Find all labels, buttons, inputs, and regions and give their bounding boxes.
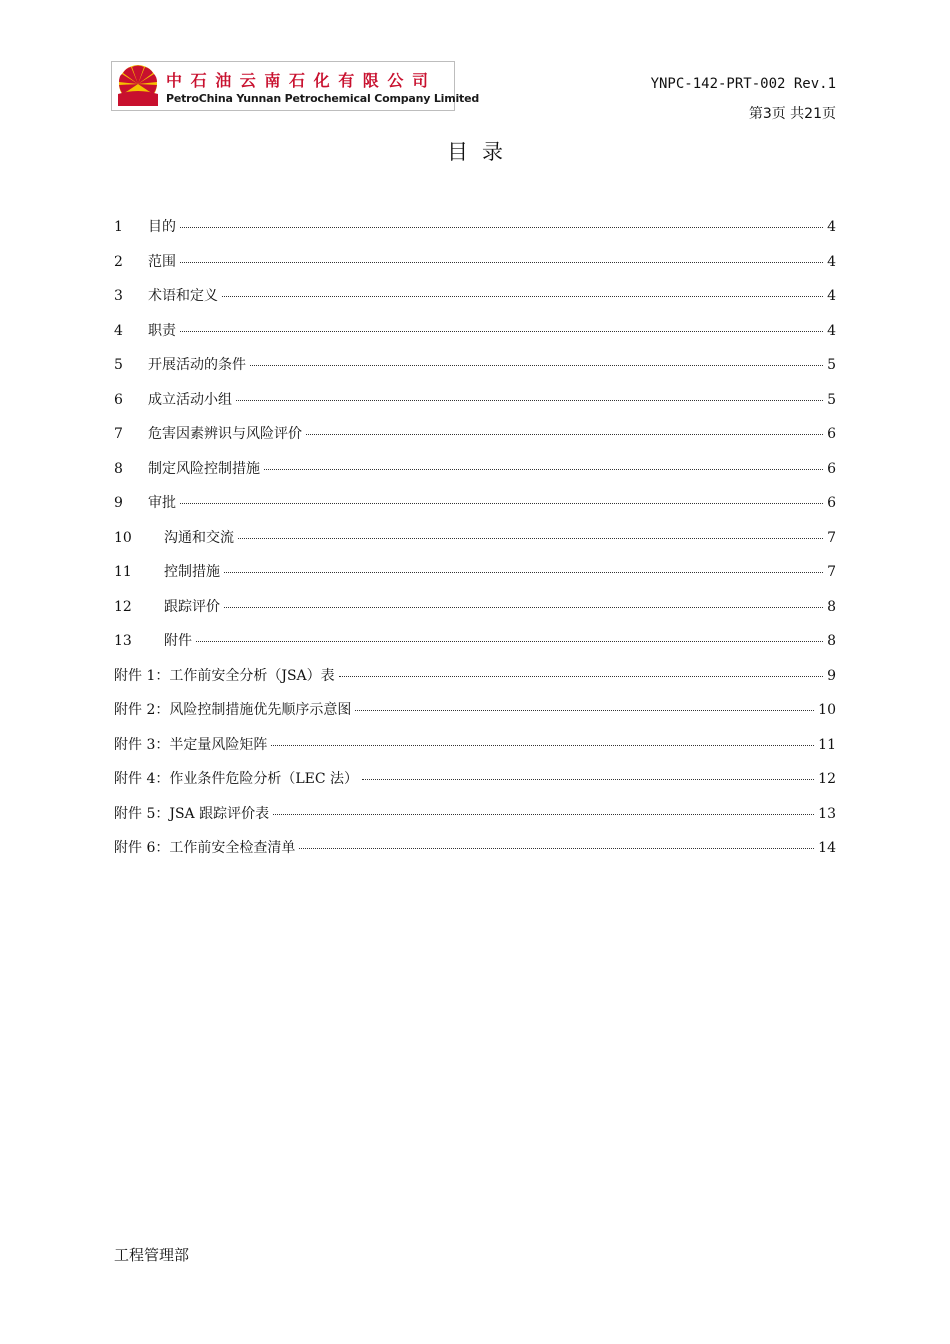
toc-entry-label: 附件 4：作业条件危险分析（LEC 法）: [114, 771, 359, 787]
toc-entry-label: 开展活动的条件: [148, 357, 246, 373]
document-code: YNPC-142-PRT-002 Rev.1: [650, 76, 836, 92]
toc-entry-page: 13: [818, 805, 836, 822]
toc-entry[interactable]: [114, 837, 836, 872]
toc-dot-leader: [250, 365, 823, 366]
toc-entry[interactable]: [114, 803, 836, 838]
toc-entry-page: 11: [818, 736, 836, 753]
toc-entry-number: 7: [114, 426, 123, 442]
toc-entry-page: 4: [827, 219, 836, 235]
toc-entry[interactable]: [114, 630, 836, 665]
toc-entry-label: 附件 3：半定量风险矩阵: [114, 736, 268, 753]
toc-entry[interactable]: [114, 216, 836, 251]
toc-entry-label: 成立活动小组: [148, 391, 232, 408]
toc-entry[interactable]: [114, 389, 836, 424]
toc-entry-number: 9: [114, 495, 123, 511]
toc-dot-leader: [339, 676, 823, 677]
toc-entry-label: 控制措施: [164, 564, 220, 580]
toc-entry[interactable]: [114, 699, 836, 734]
toc-entry-label: 跟踪评价: [164, 598, 220, 615]
toc-entry-label: 附件 1：工作前安全分析（JSA）表: [114, 667, 335, 684]
toc-entry-number: 2: [114, 253, 123, 270]
petrochina-emblem-icon: [115, 64, 161, 108]
toc-entry-number: 10: [114, 529, 132, 546]
toc-entry-number: 6: [114, 391, 123, 408]
toc-entry-page: 6: [827, 495, 836, 511]
toc-dot-leader: [180, 503, 823, 504]
toc-entry-page: 4: [827, 322, 836, 339]
toc-entry-label: 危害因素辨识与风险评价: [148, 426, 302, 442]
company-name-en: PetroChina Yunnan Petrochemical Company Limited: [166, 92, 480, 105]
toc-entry[interactable]: [114, 251, 836, 286]
toc-dot-leader: [180, 262, 823, 263]
toc-dot-leader: [238, 538, 823, 539]
toc-entry-page: 7: [827, 529, 836, 546]
toc-entry[interactable]: [114, 734, 836, 769]
toc-entry-page: 10: [818, 702, 836, 718]
toc-entry-label: 范围: [148, 253, 176, 270]
toc-entry-label: 附件 2：风险控制措施优先顺序示意图: [114, 702, 352, 718]
toc-entry-label: 审批: [148, 495, 176, 511]
toc-entry[interactable]: [114, 285, 836, 320]
toc-entry-number: 3: [114, 288, 123, 304]
toc-entry-page: 5: [827, 357, 836, 373]
toc-entry[interactable]: [114, 768, 836, 803]
toc-entry-label: 附件 5：JSA 跟踪评价表: [114, 805, 270, 822]
toc-entry-label: 术语和定义: [148, 288, 218, 304]
toc-dot-leader: [299, 848, 814, 849]
toc-dot-leader: [224, 607, 823, 608]
toc-dot-leader: [306, 434, 823, 435]
toc-entry[interactable]: [114, 561, 836, 596]
toc-entry-page: 8: [827, 633, 836, 649]
toc-dot-leader: [273, 814, 814, 815]
toc-entry-label: 附件 6：工作前安全检查清单: [114, 840, 296, 856]
toc-dot-leader: [224, 572, 823, 573]
toc-entry[interactable]: [114, 665, 836, 700]
table-of-contents: [114, 216, 836, 872]
toc-entry-number: 1: [114, 219, 123, 235]
toc-entry-page: 8: [827, 598, 836, 615]
toc-entry-label: 职责: [148, 322, 176, 339]
toc-entry-label: 沟通和交流: [164, 529, 234, 546]
toc-entry[interactable]: [114, 596, 836, 631]
toc-entry[interactable]: [114, 354, 836, 389]
toc-entry[interactable]: [114, 320, 836, 355]
toc-entry-page: 6: [827, 460, 836, 477]
toc-entry-page: 6: [827, 426, 836, 442]
toc-entry[interactable]: [114, 527, 836, 562]
toc-entry[interactable]: [114, 423, 836, 458]
footer-department: 工程管理部: [114, 1246, 190, 1264]
toc-entry-number: 13: [114, 633, 132, 649]
toc-dot-leader: [180, 227, 823, 228]
toc-entry-page: 12: [818, 771, 836, 787]
toc-entry-page: 4: [827, 253, 836, 270]
company-name-cn: 中石油云南石化有限公司: [166, 71, 437, 90]
toc-title: 目录: [447, 140, 517, 164]
toc-entry-page: 7: [827, 564, 836, 580]
toc-dot-leader: [355, 710, 814, 711]
toc-entry[interactable]: [114, 458, 836, 493]
toc-dot-leader: [236, 400, 823, 401]
toc-entry-page: 14: [818, 840, 836, 856]
toc-entry-number: 5: [114, 357, 123, 373]
toc-dot-leader: [196, 641, 823, 642]
toc-entry-number: 12: [114, 598, 132, 615]
toc-entry[interactable]: [114, 492, 836, 527]
toc-dot-leader: [222, 296, 823, 297]
toc-entry-number: 8: [114, 460, 123, 477]
toc-entry-number: 4: [114, 322, 123, 339]
toc-entry-label: 制定风险控制措施: [148, 460, 260, 477]
toc-entry-number: 11: [114, 564, 132, 580]
toc-dot-leader: [264, 469, 823, 470]
toc-dot-leader: [362, 779, 814, 780]
toc-entry-page: 5: [827, 391, 836, 408]
toc-entry-label: 目的: [148, 219, 176, 235]
toc-dot-leader: [180, 331, 823, 332]
toc-dot-leader: [271, 745, 814, 746]
page-number: 第3页 共21页: [748, 106, 836, 122]
toc-entry-page: 9: [827, 667, 836, 684]
toc-entry-page: 4: [827, 288, 836, 304]
toc-entry-label: 附件: [164, 633, 192, 649]
company-logo: [111, 61, 480, 111]
